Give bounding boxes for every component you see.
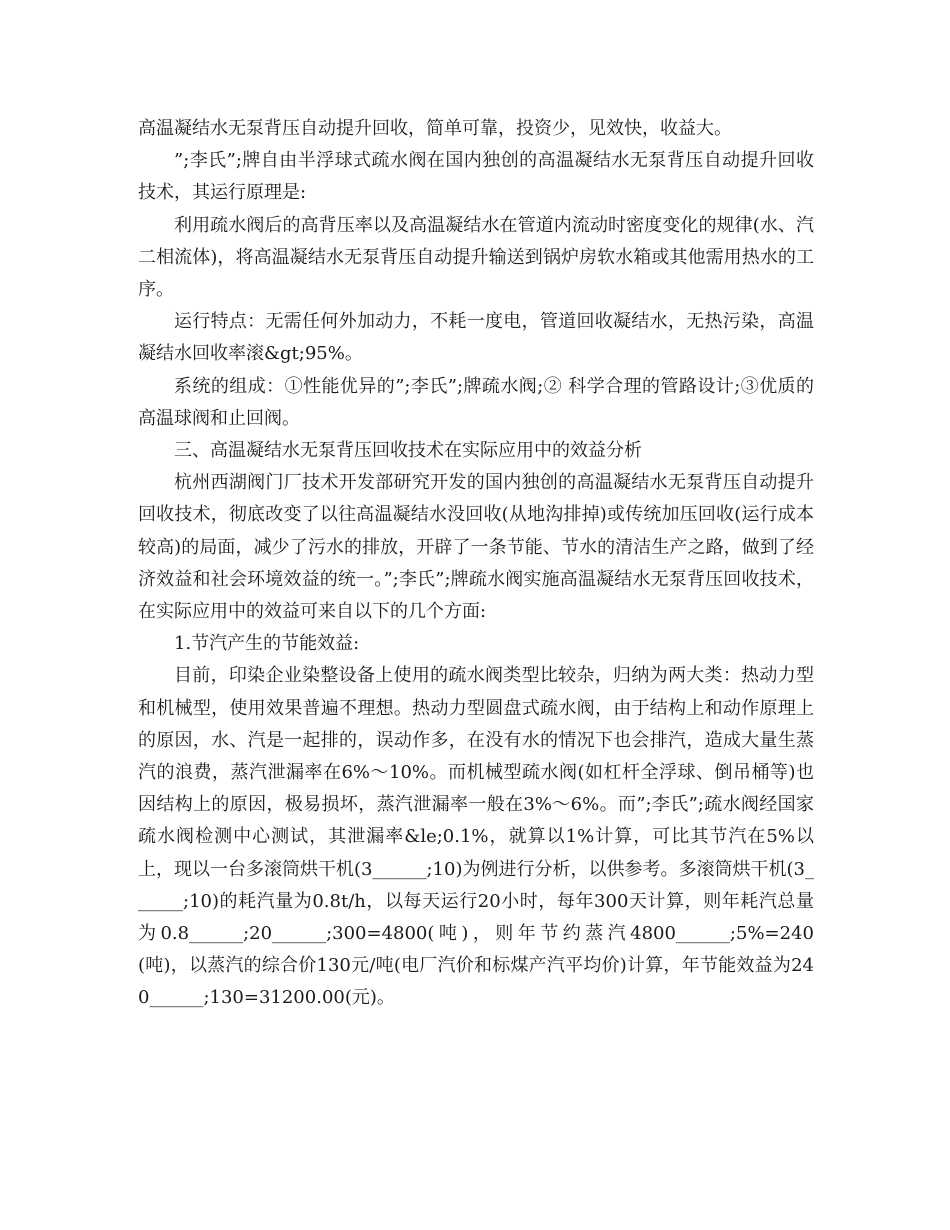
paragraph: 利用疏水阀后的高背压率以及高温凝结水在管道内流动时密度变化的规律(水、汽二相流体)，将高温凝结水无泵背压自动提升输送到锅炉房软水箱或其他需用热水的工序。 — [138, 214, 814, 301]
paragraph: 运行特点：无需任何外加动力，不耗一度电，管道回收凝结水，无热污染，高温凝结水回收率滚&gt;95%。 — [138, 311, 814, 365]
paragraph: ”;李氏”;牌自由半浮球式疏水阀在国内独创的高温凝结水无泵背压自动提升回收技术，其运行原理是: — [138, 150, 814, 204]
paragraph: 系统的组成：①性能优异的”;李氏”;牌疏水阀;② 科学合理的管路设计;③优质的高温球阀和止回阀。 — [138, 375, 814, 429]
paragraph: 目前，印染企业染整设备上使用的疏水阀类型比较杂，归纳为两大类：热动力型和机械型，使用效果普遍不理想。热动力型圆盘式疏水阀，由于结构上和动作原理上的原因，水、汽是一起排的，误动作多，在没有水的情况下也会排汽，造成大量生蒸汽的浪费，蒸汽泄漏率在6%～10%。而机械型疏水阀(如杠杆全浮球、倒吊桶等)也因结构上的原因，极易损坏，蒸汽泄漏率一般在3%～6%。而”;李氏”;疏水阀经国家疏水阀检测中心测试，其泄漏率&le;0.1%，就算以1%计算，可比其节汽在5%以上，现以一台多滚筒烘干机(3______;10)为例进行分析，以供参考。多滚筒烘干机(3______;10)的耗汽量为0.8t/h，以每天运行20小时，每年300天计算，则年耗汽总量为0.8______;20______;300=4800(吨)，则年节约蒸汽4800______;5%=240(吨)，以蒸汽的综合价130元/吨(电厂汽价和标煤产汽平均价)计算，年节能效益为240______;130=31200.00(元)。 — [138, 665, 814, 1009]
paragraph: 高温凝结水无泵背压自动提升回收，简单可靠，投资少，见效快，收益大。 — [138, 118, 732, 139]
document-body — [138, 113, 814, 1015]
paragraph: 杭州西湖阀门厂技术开发部研究开发的国内独创的高温凝结水无泵背压自动提升回收技术，彻底改变了以往高温凝结水没回收(从地沟排掉)或传统加压回收(运行成本较高)的局面，减少了污水的排放，开辟了一条节能、节水的清洁生产之路，做到了经济效益和社会环境效益的统一。”;李氏”;牌疏水阀实施高温凝结水无泵背压回收技术，在实际应用中的效益可来自以下的几个方面: — [138, 472, 814, 623]
subsection-heading: 1.节汽产生的节能效益: — [174, 633, 360, 655]
section-heading: 三、高温凝结水无泵背压回收技术在实际应用中的效益分析 — [174, 440, 642, 462]
